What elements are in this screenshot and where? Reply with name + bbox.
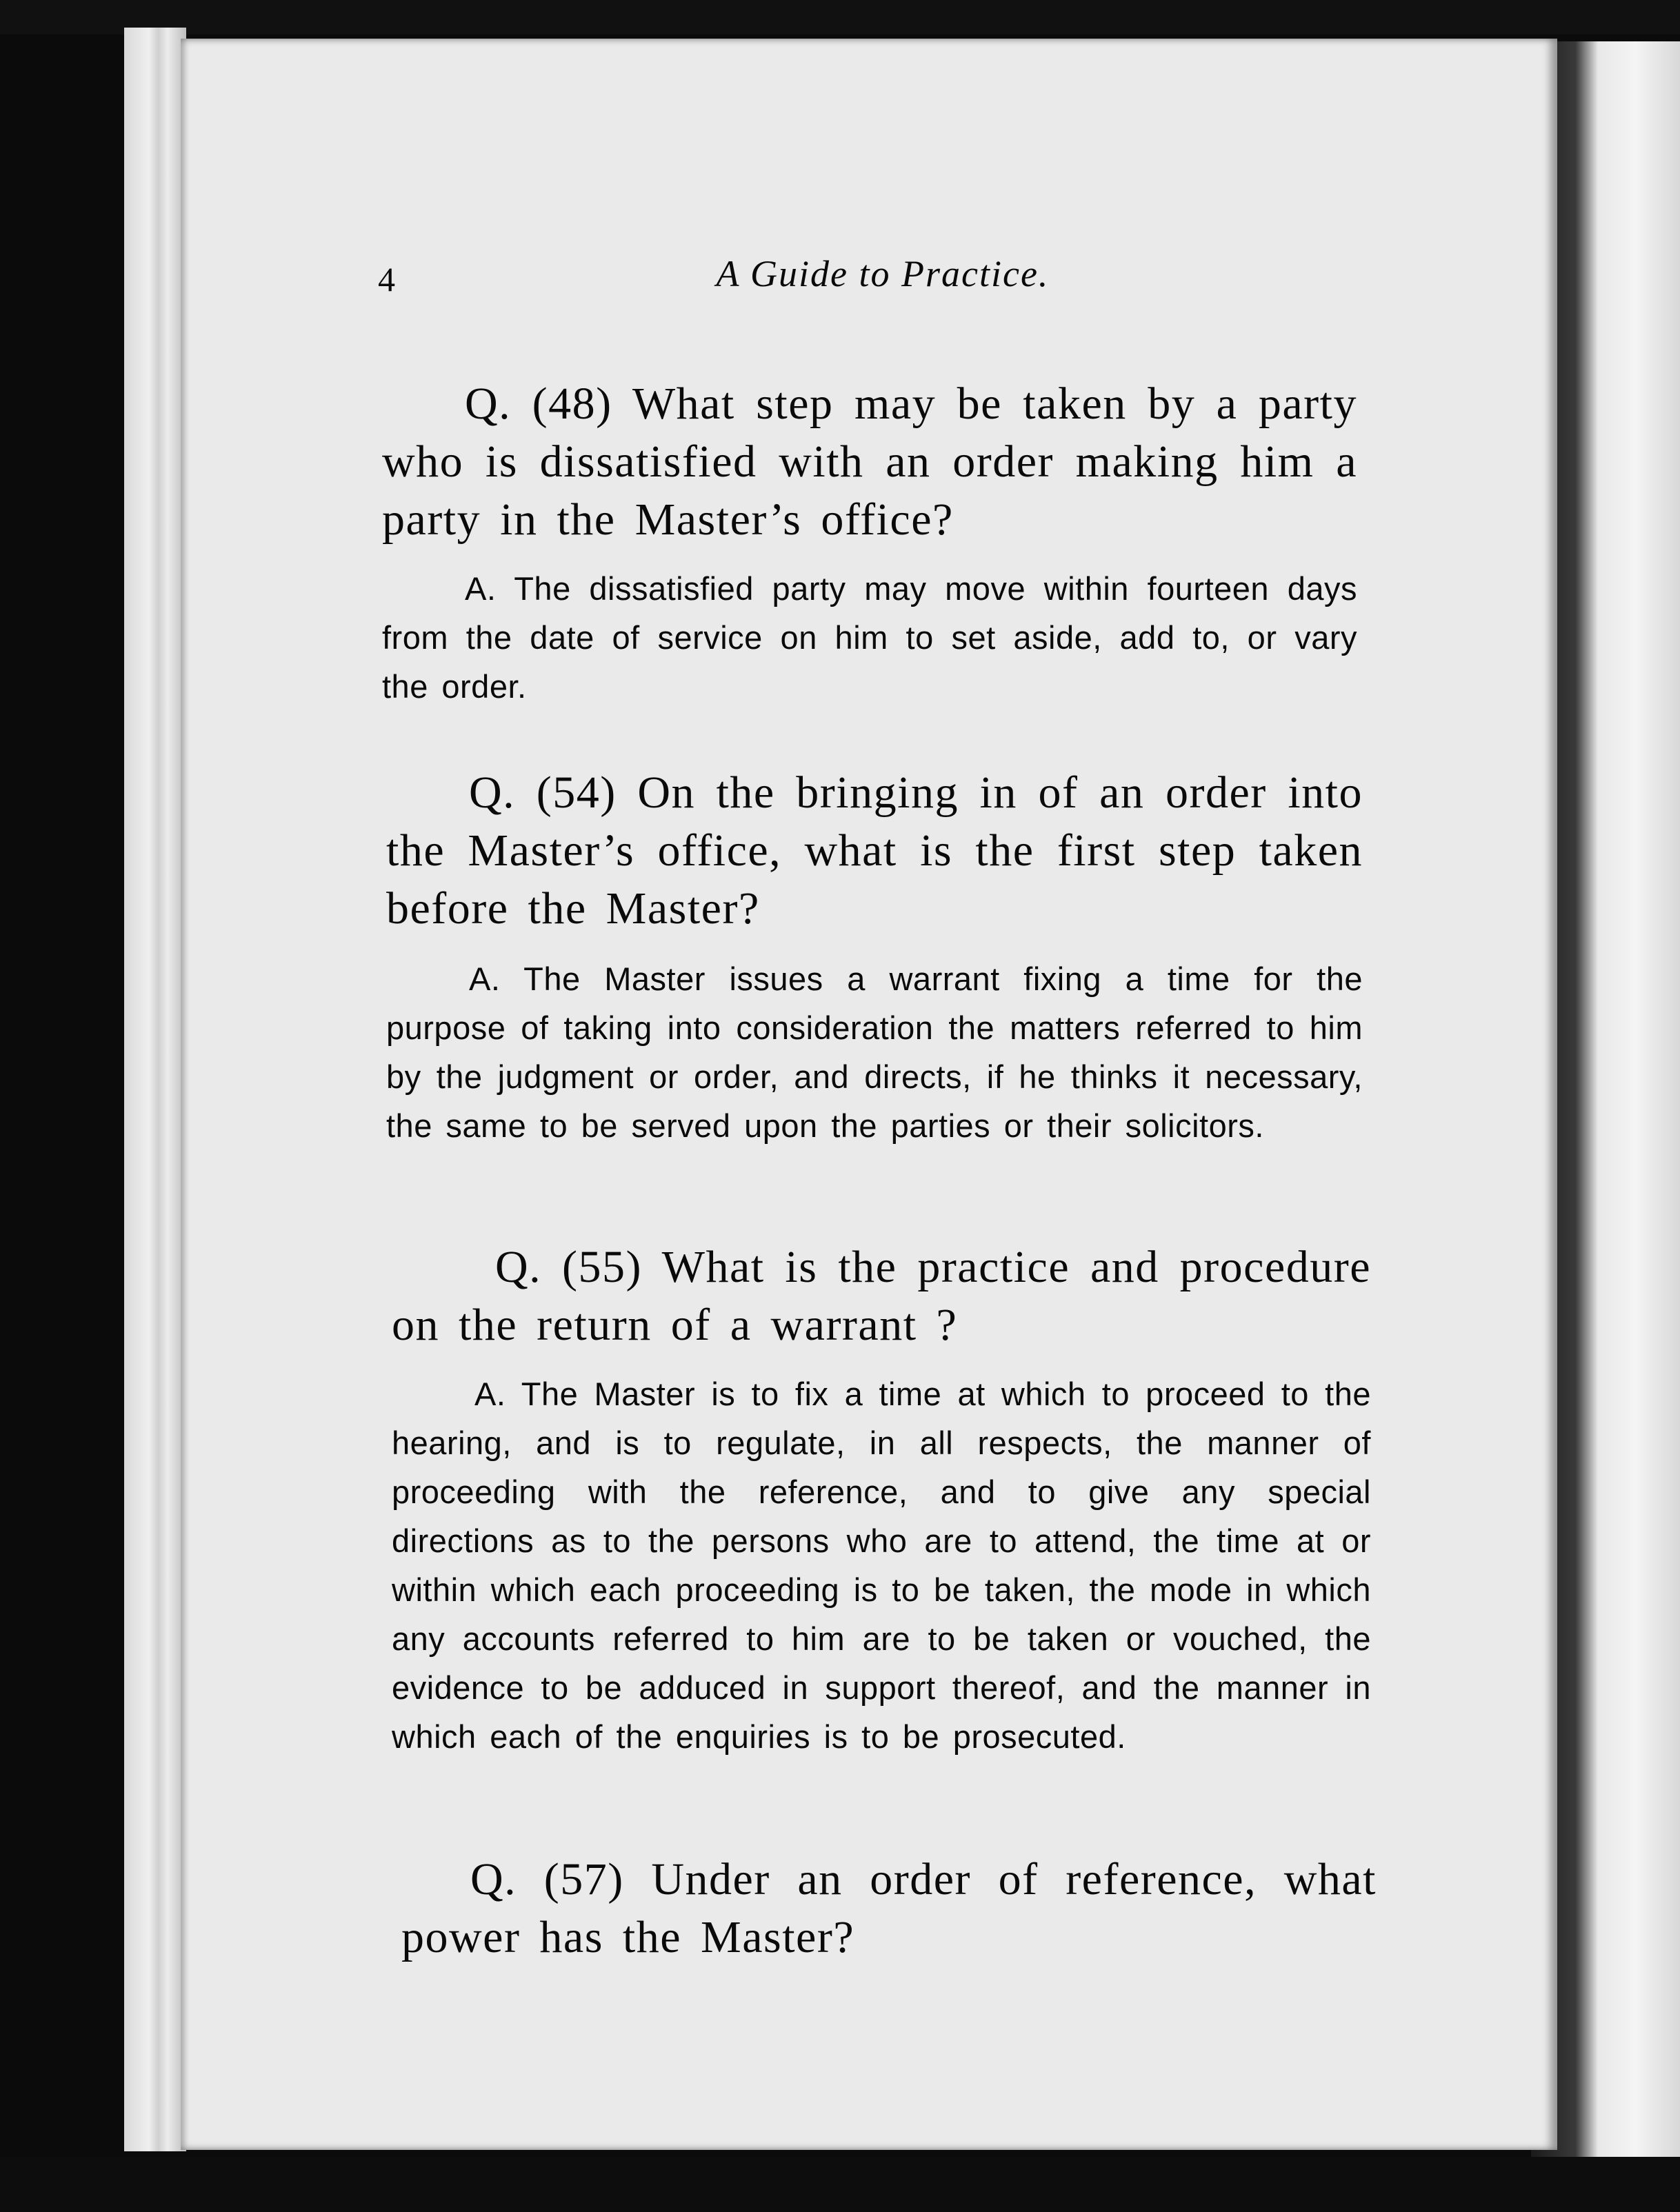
qa-entry-55 xyxy=(181,1238,1557,1761)
book-page xyxy=(181,39,1557,2150)
answer-text: A. The dissatisfied party may move within fourteen days from the date of service on him to set aside, add to, or vary the order. xyxy=(382,570,1357,705)
running-head: A Guide to Practice. xyxy=(716,253,1050,294)
qa-entry-57 xyxy=(181,1851,1557,1967)
answer-text: A. The Master is to fix a time at which to proceed to the hearing, and is to regulate, in all respects, the manner of proceeding with the reference, and to give any special directions as to the persons who are to attend, the time at or within which each proceeding is to be taken, the mode in which any accounts referred to him are to be taken or vouched, the evidence to be adduced in support thereof, and the manner in which each of the enquiries is to be prosecuted. xyxy=(392,1376,1371,1755)
page-number: 4 xyxy=(378,260,395,299)
qa-entry-54 xyxy=(181,764,1557,1150)
question-text: Q. (48) What step may be taken by a party who is dissatisfied with an order making him a party in the Master’s office? xyxy=(382,379,1357,545)
question-text: Q. (57) Under an order of reference, what power has the Master? xyxy=(401,1854,1377,1962)
question-text: Q. (55) What is the practice and procedure on the return of a warrant ? xyxy=(392,1242,1371,1350)
scan-border-bottom xyxy=(0,2157,1680,2212)
book-page-edges-left xyxy=(124,28,186,2151)
answer-text: A. The Master issues a warrant fixing a time for the purpose of taking into consideration the matters referred to him by the judgment or order, and directs, if he thinks it necessary, the same to be served upon the parties or their solicitors. xyxy=(386,961,1363,1144)
scan-border-top xyxy=(0,0,1680,34)
question-text: Q. (54) On the bringing in of an order into the Master’s office, what is the first step taken before the Master? xyxy=(386,767,1363,934)
qa-entry-48 xyxy=(181,375,1557,711)
